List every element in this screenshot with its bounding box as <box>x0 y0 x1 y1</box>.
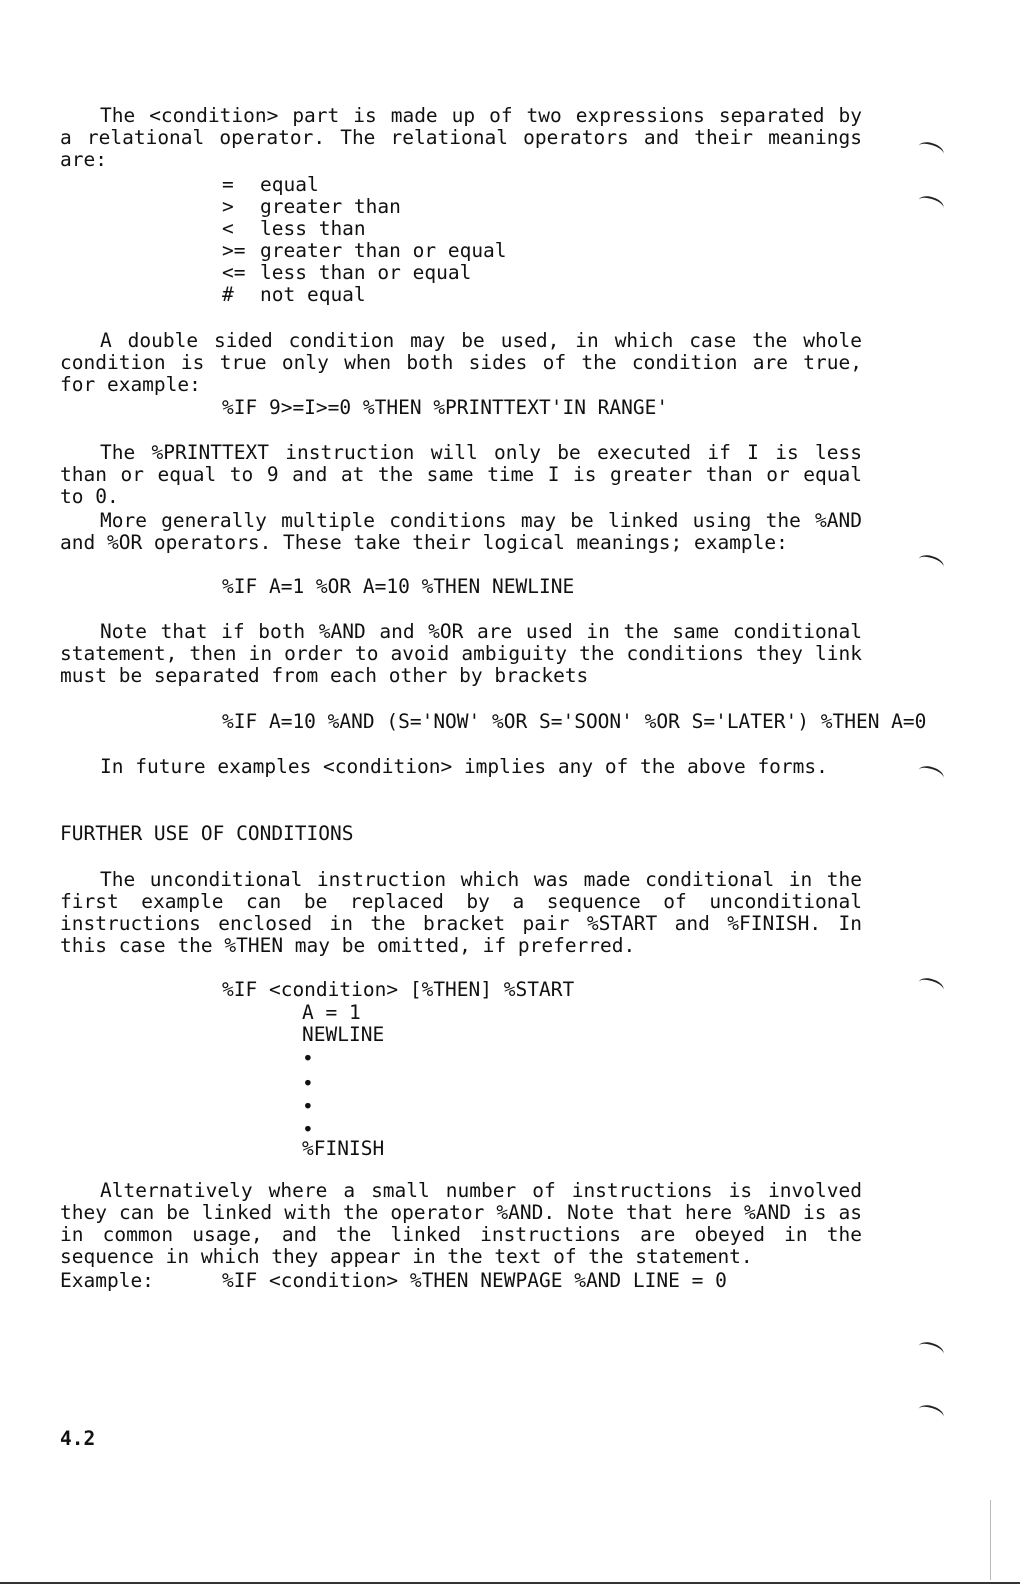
operator-symbol: # <box>222 283 234 306</box>
margin-mark-icon <box>916 763 945 784</box>
operator-meaning: not equal <box>260 283 366 306</box>
operator-symbol: >= <box>222 239 246 262</box>
page-number: 4.2 <box>60 1427 96 1450</box>
paragraph-start-finish: The unconditional instruction which was made conditional in the first example can be replaced by a sequence of unconditional instructions enclosed in the bracket pair %START and %FINISH. In this case the %THEN may be omitted, if preferred. <box>60 868 862 957</box>
operator-meaning: equal <box>260 173 319 196</box>
operator-meaning: greater than or equal <box>260 239 507 262</box>
operator-meaning: less than or equal <box>260 261 472 284</box>
operator-row <box>222 262 471 284</box>
paragraph-printtext: The %PRINTTEXT instruction will only be executed if I is less than or equal to 9 and at the same time I is greater than or equal to 0. <box>60 441 862 508</box>
operator-symbol: > <box>222 195 234 218</box>
operator-row <box>222 174 319 196</box>
operator-symbol: = <box>222 173 234 196</box>
margin-mark-icon <box>916 1402 945 1423</box>
example-label: Example: <box>60 1269 154 1292</box>
section-heading: FURTHER USE OF CONDITIONS <box>60 822 354 845</box>
operator-row <box>222 284 366 306</box>
operator-meaning: less than <box>260 217 366 240</box>
code-line: NEWLINE <box>302 1023 385 1046</box>
margin-mark-icon <box>916 552 945 573</box>
example-code: %IF <condition> %THEN NEWPAGE %AND LINE = 0 <box>222 1269 727 1292</box>
paragraph-double-sided: A double sided condition may be used, in which case the whole condition is true only when both sides of the condition are true, for example: <box>60 329 862 396</box>
ellipsis-dot: • <box>302 1072 314 1095</box>
margin-mark-icon <box>916 975 945 996</box>
page-edge-line <box>990 1500 991 1580</box>
operator-row <box>222 240 507 262</box>
paragraph-relational-intro: The <condition> part is made up of two expressions separated by a relational operator. The relational operators and their meanings are: <box>60 104 862 171</box>
operator-symbol: < <box>222 217 234 240</box>
margin-mark-icon <box>916 139 945 160</box>
operator-row <box>222 196 401 218</box>
margin-mark-icon <box>916 1339 945 1360</box>
operator-row <box>222 218 366 240</box>
paragraph-and-linking: Alternatively where a small number of instructions is involved they can be linked with the operator %AND. Note that here %AND is as in common usage, and the linked instructions are obeyed in the sequence in which they appear in the text of the statement. <box>60 1179 862 1268</box>
paragraph-future-examples: In future examples <condition> implies any of the above forms. <box>100 755 828 778</box>
ellipsis-dot: • <box>302 1095 314 1118</box>
paragraph-brackets: Note that if both %AND and %OR are used in the same conditional statement, then in order to avoid ambiguity the conditions they link must be separated from each other by brackets <box>60 620 862 687</box>
code-example-brackets: %IF A=10 %AND (S='NOW' %OR S='SOON' %OR S='LATER') %THEN A=0 <box>222 710 927 733</box>
bottom-edge-line <box>0 1582 1020 1584</box>
operator-meaning: greater than <box>260 195 401 218</box>
operator-symbol: <= <box>222 261 246 284</box>
code-example-or: %IF A=1 %OR A=10 %THEN NEWLINE <box>222 575 575 598</box>
ellipsis-dot: • <box>302 1047 314 1070</box>
paragraph-multiple-conditions: More generally multiple conditions may be linked using the %AND and %OR operators. These take their logical meanings; example: <box>60 509 862 554</box>
code-line: A = 1 <box>302 1001 361 1024</box>
code-line: %FINISH <box>302 1137 385 1160</box>
code-example-range: %IF 9>=I>=0 %THEN %PRINTTEXT'IN RANGE' <box>222 396 669 419</box>
ellipsis-dot: • <box>302 1118 314 1141</box>
code-line: %IF <condition> [%THEN] %START <box>222 978 575 1001</box>
margin-mark-icon <box>916 193 945 214</box>
